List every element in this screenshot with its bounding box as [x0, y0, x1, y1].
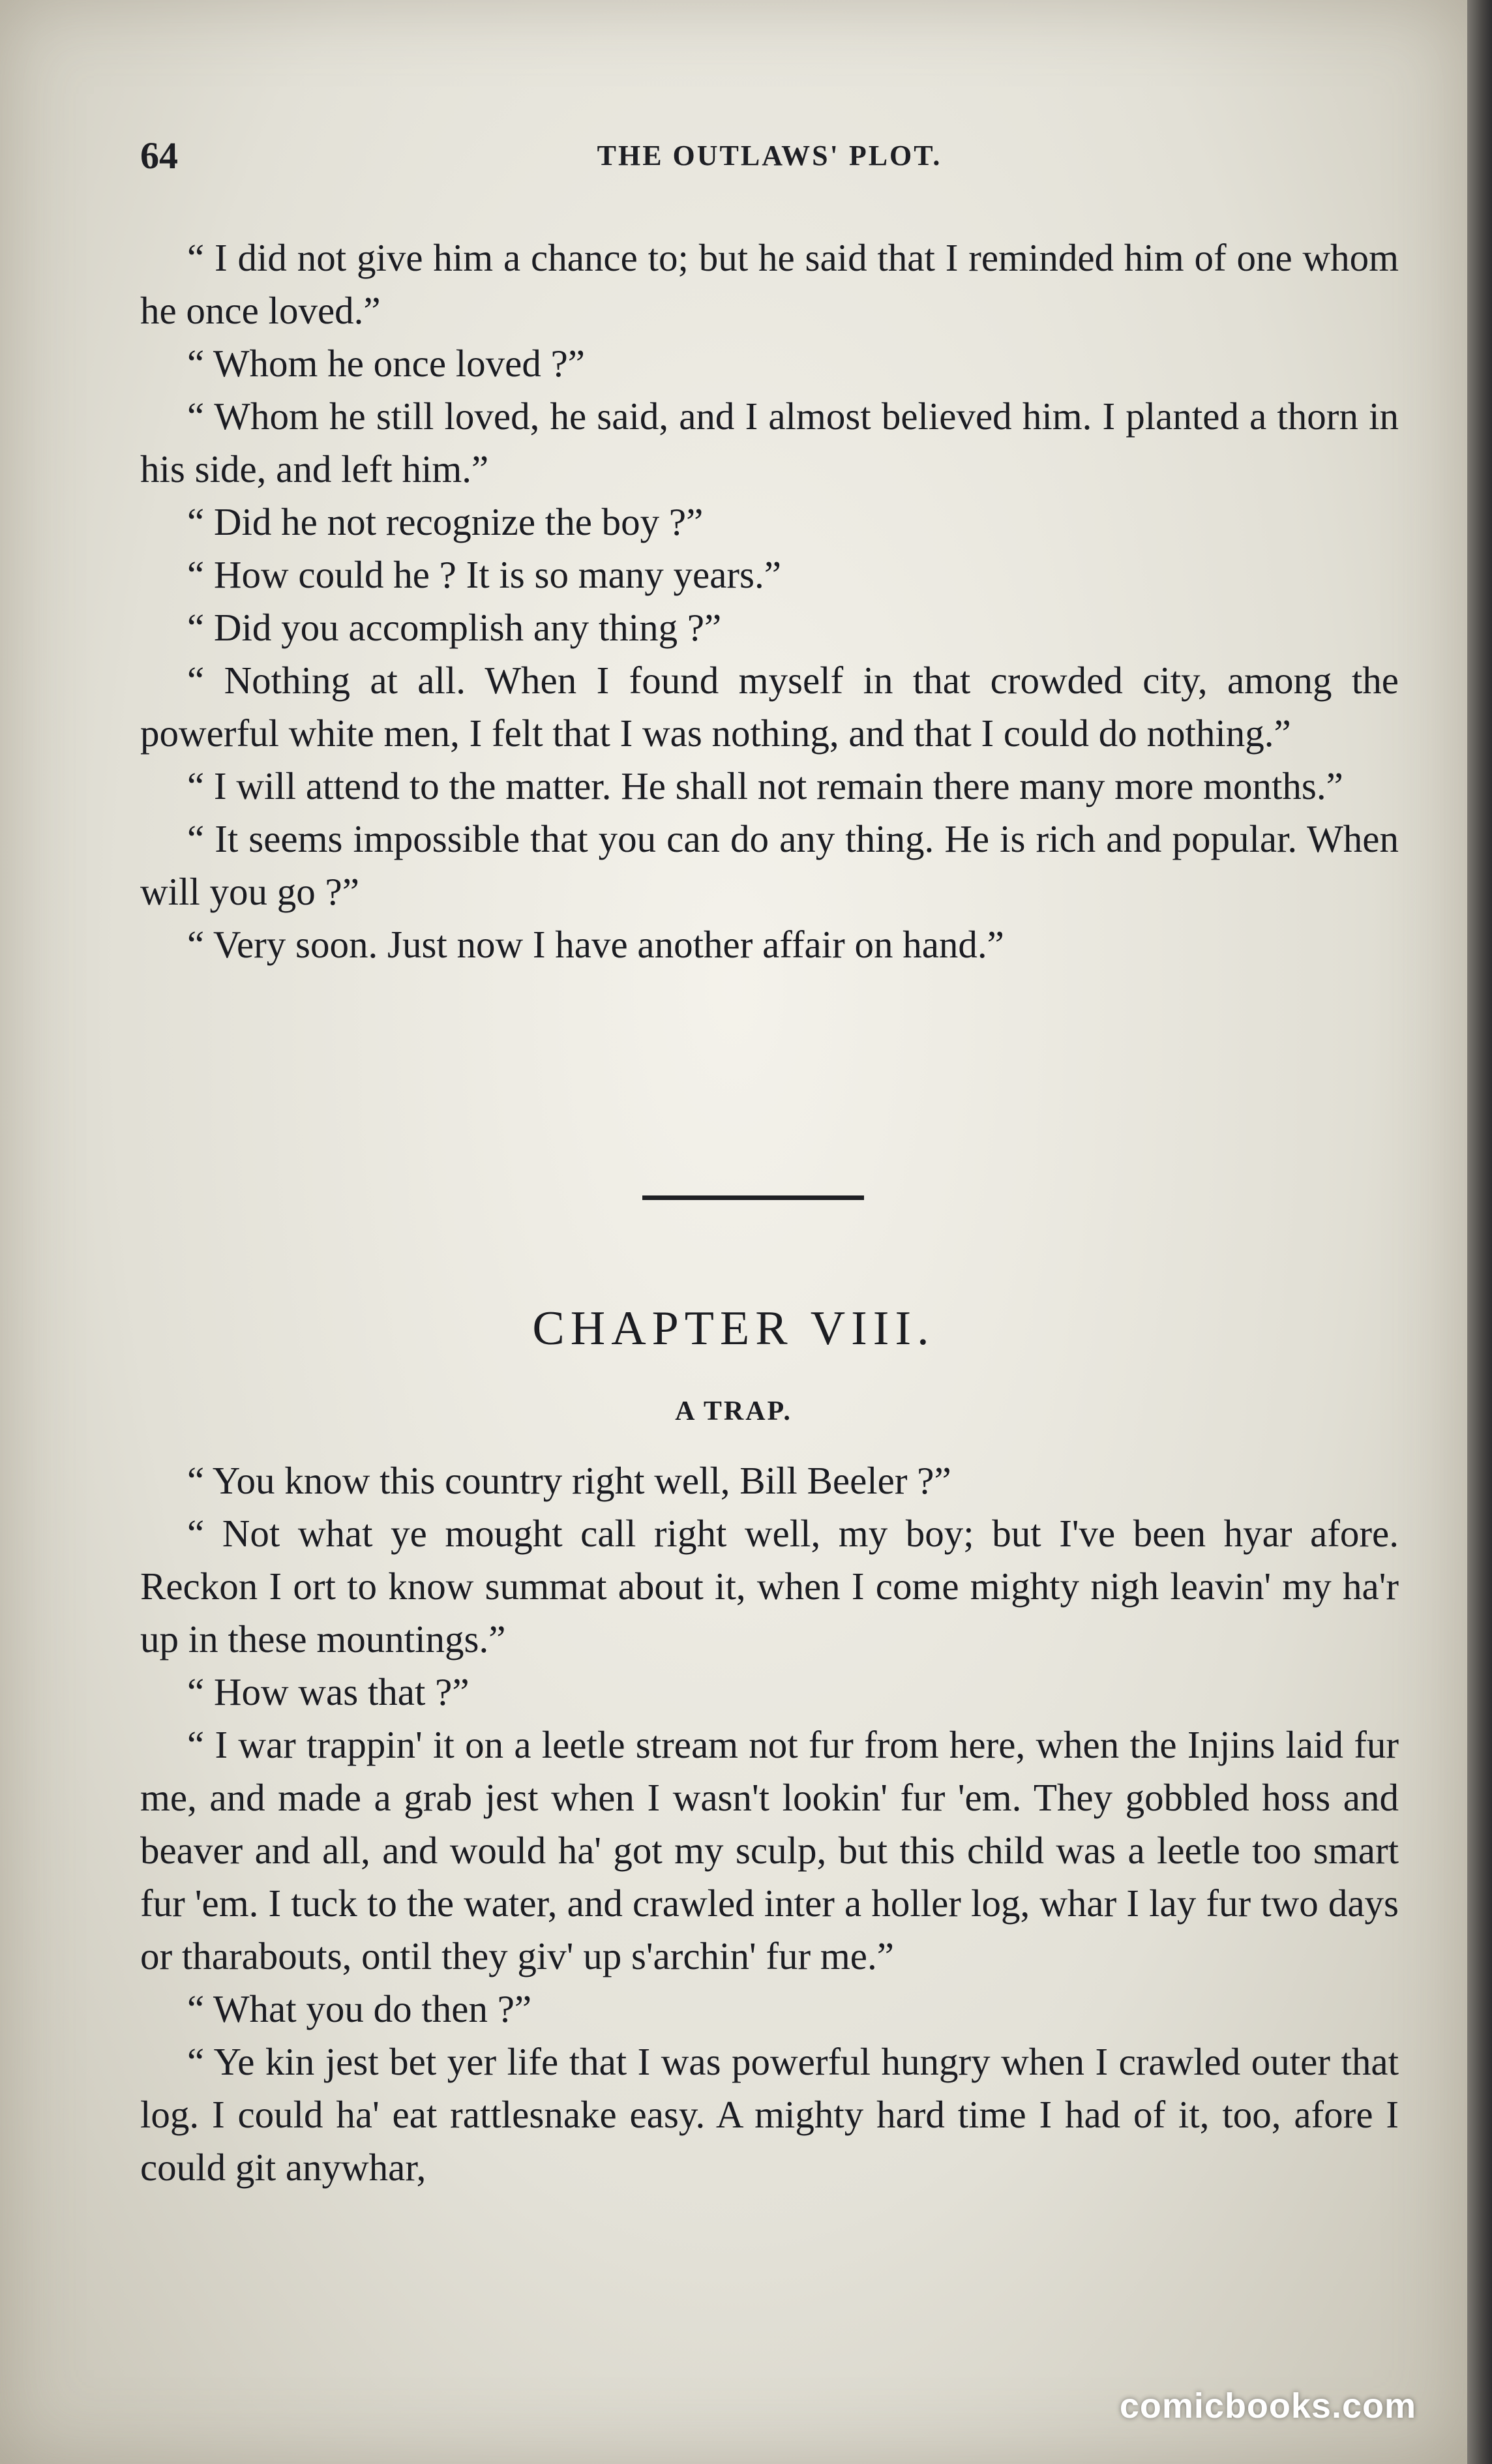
chapter-title: CHAPTER VIII. — [532, 1302, 935, 1355]
text-after-chapter — [140, 1454, 1399, 2194]
section-divider — [642, 1195, 864, 1200]
paragraph: “ Did you accomplish any thing ?” — [187, 606, 722, 649]
paragraph: “ Not what ye mought call right well, my boy; but I've been hyar afore. Reckon I ort to know summat about it, when I come mighty nigh leavin' my ha'r up in these mountings.” — [140, 1512, 1399, 1660]
paragraph: “ Very soon. Just now I have another affair on hand.” — [187, 923, 1004, 966]
paragraph: “ Nothing at all. When I found myself in that crowded city, among the powerful white men, I felt that I was nothing, and that I could do nothing.” — [140, 659, 1399, 755]
paragraph: “ You know this country right well, Bill Beeler ?” — [187, 1459, 951, 1502]
paragraph: “ It seems impossible that you can do any thing. He is rich and popular. When will you go ?” — [140, 817, 1399, 913]
text-before-chapter — [140, 232, 1399, 971]
paragraph: “ I will attend to the matter. He shall not remain there many more months.” — [187, 764, 1343, 807]
paragraph: “ How could he ? It is so many years.” — [187, 553, 781, 596]
paragraph: “ I war trappin' it on a leetle stream not fur from here, when the Injins laid fur me, and made a grab jest when I wasn't lookin' fur 'em. They gobbled hoss and beaver and all, and would ha' got my sculp, but this child was a leetle too smart fur 'em. I tuck to the water, and crawled inter a holler log, whar I lay fur two days or tharabouts, ontil they giv' up s'archin' fur me.” — [140, 1723, 1399, 1977]
page-number: 64 — [140, 134, 178, 177]
paragraph: “ Ye kin jest bet yer life that I was powerful hungry when I crawled outer that log. I could ha' eat rattlesnake easy. A mighty hard time I had of it, too, afore I could git anywhar, — [140, 2040, 1399, 2189]
paragraph: “ What you do then ?” — [187, 1987, 532, 2030]
chapter-subtitle: A TRAP. — [675, 1396, 792, 1426]
paragraph: “ I did not give him a chance to; but he said that I reminded him of one whom he once loved.” — [140, 236, 1399, 332]
page-header — [140, 134, 1399, 179]
page-edge-shadow — [1467, 0, 1492, 2464]
running-head: THE OUTLAWS' PLOT. — [597, 140, 942, 172]
paragraph: “ How was that ?” — [187, 1670, 470, 1713]
paragraph: “ Did he not recognize the boy ?” — [187, 500, 704, 543]
paragraph: “ Whom he still loved, he said, and I almost believed him. I planted a thorn in his side, and left him.” — [140, 395, 1399, 490]
paragraph: “ Whom he once loved ?” — [187, 342, 585, 385]
watermark: comicbooks.com — [1119, 2386, 1416, 2426]
